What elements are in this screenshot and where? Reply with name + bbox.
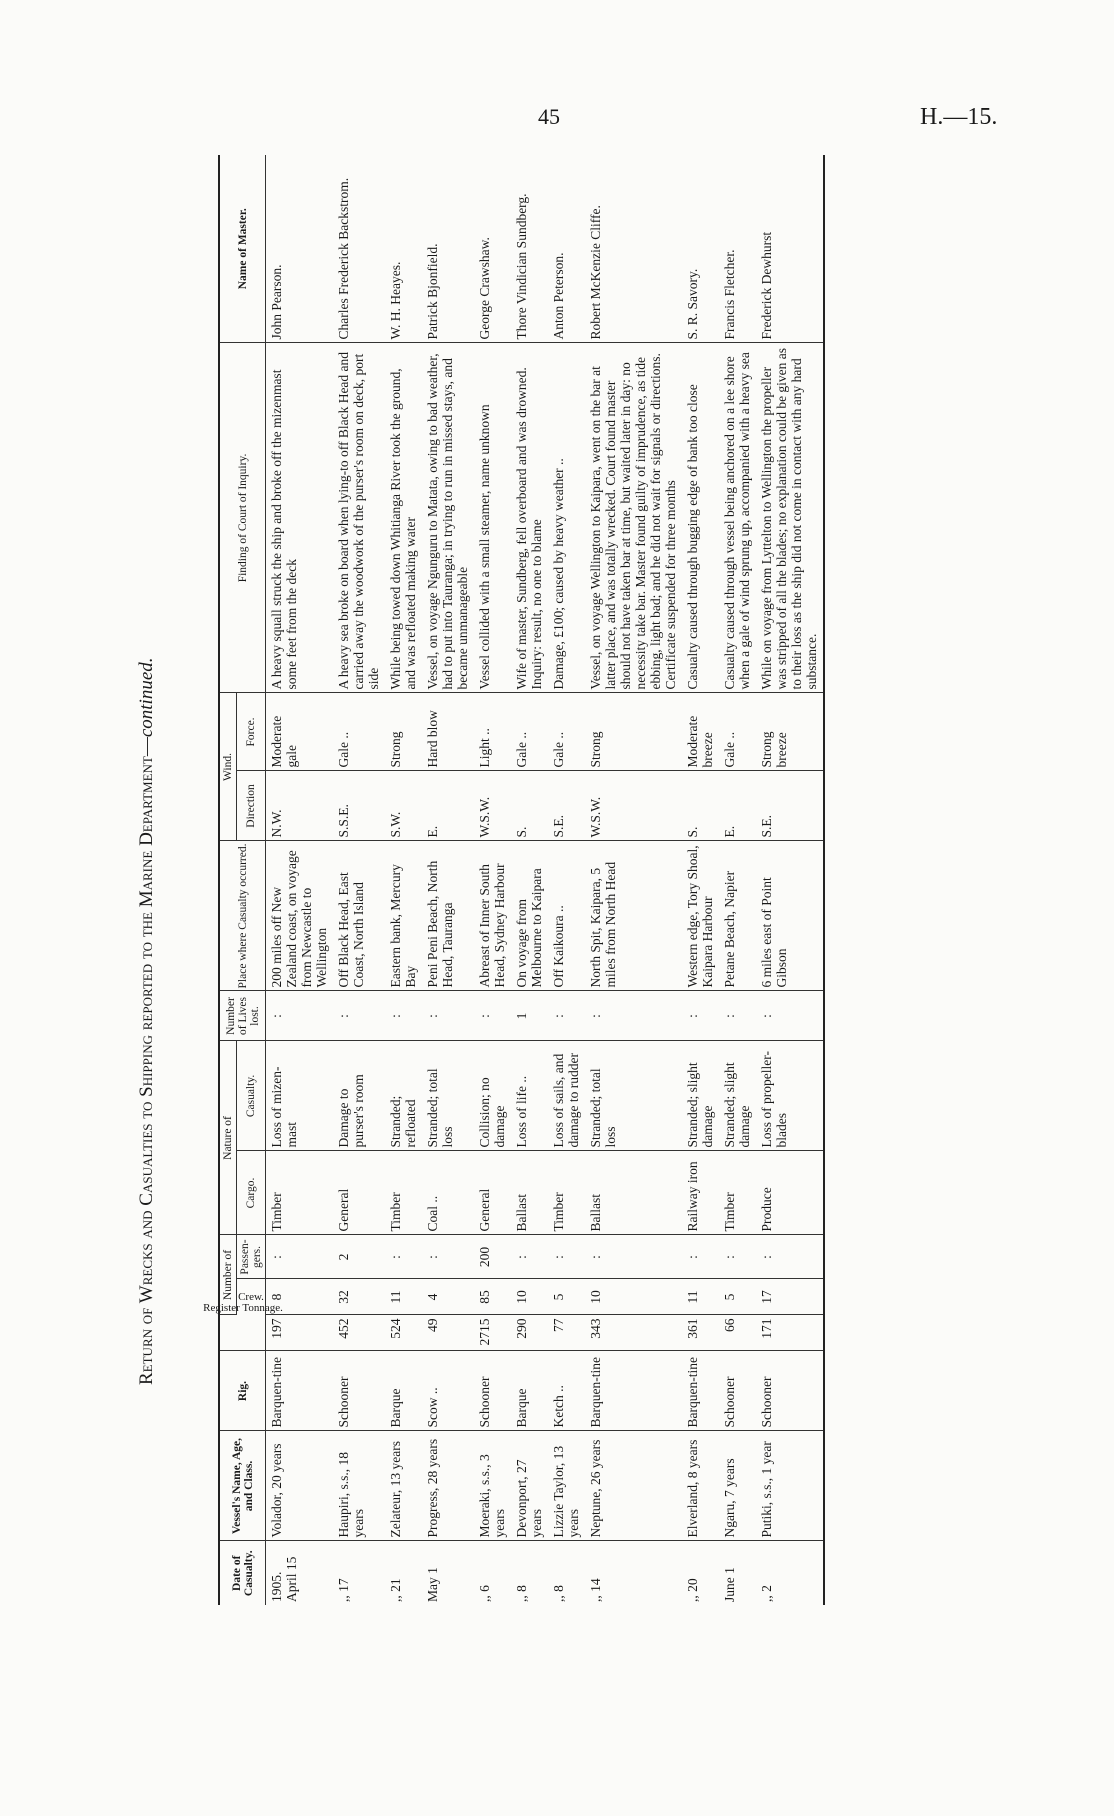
cell-crew: 4 — [422, 1279, 474, 1315]
cell-rig: Schooner — [756, 1351, 824, 1431]
cell-force: Strong — [585, 693, 682, 771]
cell-place: Off Kaikoura .. — [548, 841, 585, 991]
cell-direction: S.E. — [548, 771, 585, 841]
cell-lives: : — [719, 991, 756, 1041]
cell-place: 200 miles off New Zealand coast, on voyage from Newcastle to Wellington — [266, 841, 334, 991]
cell-vessel: Putiki, s.s., 1 year — [756, 1431, 824, 1541]
cell-vessel: Volador, 20 years — [266, 1431, 334, 1541]
col-casualty: Casualty. — [237, 1041, 266, 1151]
cell-place: On voyage from Melbourne to Kaipara — [511, 841, 548, 991]
cell-tonnage: 452 — [333, 1315, 385, 1351]
cell-passengers: : — [266, 1235, 334, 1279]
table-row — [719, 155, 756, 1605]
cell-master: Patrick Bjonfield. — [422, 155, 474, 343]
cell-passengers: : — [385, 1235, 422, 1279]
title-continued: continued. — [136, 657, 157, 738]
cell-direction: S. — [511, 771, 548, 841]
cell-lives: : — [682, 991, 719, 1041]
col-lives: Number of Lives lost. — [219, 991, 266, 1041]
cell-finding: Vessel, on voyage Wellington to Kaipara, went on the bar at latter place, and was totally wrecked. Court found master should not have taken bar at time, but waited later in day: no necessity take bar. Master found guilty of imprudence, as tide ebbing, light bad; and he did not wait for signals or directions. Certificate suspended for three months — [585, 343, 682, 693]
cell-finding: Vessel collided with a small steamer, name unknown — [474, 343, 511, 693]
cell-rig: Barquen-tine — [266, 1351, 334, 1431]
cell-force: Moderate gale — [266, 693, 334, 771]
cell-tonnage: 197 — [266, 1315, 334, 1351]
cell-finding: A heavy sea broke on board when lying-to off Black Head and carried away the woodwork of the purser's room on deck, port side — [333, 343, 385, 693]
cell-casualty: Collision; no damage — [474, 1041, 511, 1151]
cell-rig: Barquen-tine — [682, 1351, 719, 1431]
col-wind: Wind. — [219, 693, 237, 841]
cell-casualty: Loss of propeller-blades — [756, 1041, 824, 1151]
cell-finding: Damage, £100; caused by heavy weather .. — [548, 343, 585, 693]
cell-vessel: Haupiri, s.s., 18 years — [333, 1431, 385, 1541]
cell-crew: 10 — [585, 1279, 682, 1315]
cell-vessel: Moeraki, s.s., 3 years — [474, 1431, 511, 1541]
cell-lives: : — [474, 991, 511, 1041]
cell-lives: : — [756, 991, 824, 1041]
document-code: H.—15. — [920, 104, 998, 130]
col-place: Place where Casualty occurred. — [219, 841, 266, 991]
cell-place: Western edge, Tory Shoal, Kaipara Harbour — [682, 841, 719, 991]
col-vessel: Vessel's Name, Age, and Class. — [219, 1431, 266, 1541]
cell-cargo: Produce — [756, 1151, 824, 1235]
col-date: Date of Casualty. — [219, 1541, 266, 1605]
cell-force: Moderate breeze — [682, 693, 719, 771]
table-row — [474, 155, 511, 1605]
cell-rig: Barque — [511, 1351, 548, 1431]
year-label: 1905. — [269, 1571, 284, 1602]
cell-vessel: Neptune, 26 years — [585, 1431, 682, 1541]
col-finding: Finding of Court of Inquiry. — [219, 343, 266, 693]
cell-master: Charles Frederick Backstrom. — [333, 155, 385, 343]
cell-place: Eastern bank, Mercury Bay — [385, 841, 422, 991]
col-direction: Direction — [237, 771, 266, 841]
cell-finding: Vessel, on voyage Ngunguru to Matata, owing to bad weather, had to put into Tauranga; in trying to run in missed stays, and became unmanageable — [422, 343, 474, 693]
cell-cargo: Timber — [385, 1151, 422, 1235]
cell-vessel: Zelateur, 13 years — [385, 1431, 422, 1541]
cell-cargo: General — [333, 1151, 385, 1235]
cell-master: W. H. Heayes. — [385, 155, 422, 343]
cell-master: Francis Fletcher. — [719, 155, 756, 343]
cell-master: George Crawshaw. — [474, 155, 511, 343]
cell-casualty: Stranded; refloated — [385, 1041, 422, 1151]
cell-rig: Schooner — [333, 1351, 385, 1431]
cell-master: John Pearson. — [266, 155, 334, 343]
cell-crew: 5 — [548, 1279, 585, 1315]
cell-place: Peni Peni Beach, North Head, Tauranga — [422, 841, 474, 991]
cell-vessel: Lizzie Taylor, 13 years — [548, 1431, 585, 1541]
cell-passengers: : — [719, 1235, 756, 1279]
cell-rig: Scow .. — [422, 1351, 474, 1431]
cell-vessel: Ngaru, 7 years — [719, 1431, 756, 1541]
cell-lives: 1 — [511, 991, 548, 1041]
table-row — [385, 155, 422, 1605]
cell-casualty: Loss of life .. — [511, 1041, 548, 1151]
cell-date: ,, 6 — [477, 1585, 492, 1602]
cell-place: Abreast of Inner South Head, Sydney Harbour — [474, 841, 511, 991]
cell-tonnage: 290 — [511, 1315, 548, 1351]
cell-cargo: Railway iron — [682, 1151, 719, 1235]
table-row — [548, 155, 585, 1605]
cell-finding: Casualty caused through bugging edge of bank too close — [682, 343, 719, 693]
cell-passengers: : — [682, 1235, 719, 1279]
cell-force: Light .. — [474, 693, 511, 771]
cell-force: Strong — [385, 693, 422, 771]
cell-lives: : — [422, 991, 474, 1041]
cell-lives: : — [585, 991, 682, 1041]
cell-casualty: Stranded; total loss — [422, 1041, 474, 1151]
cell-date: 1905. April 15 — [266, 1541, 334, 1605]
cell-date: June 1 — [722, 1567, 737, 1602]
cell-date: ,, 2 — [756, 1541, 824, 1605]
cell-finding: Casualty caused through vessel being anchored on a lee shore when a gale of wind sprung up, accompanied with a heavy sea — [719, 343, 756, 693]
cell-casualty: Loss of sails, and damage to rudder — [548, 1041, 585, 1151]
cell-casualty: Stranded; total loss — [585, 1041, 682, 1151]
cell-finding: While on voyage from Lyttelton to Wellington the propeller was stripped of all the blades; no explanation could be given as to their loss as the ship did not come in contact with any hard substance. — [756, 343, 824, 693]
cell-tonnage: 66 — [719, 1315, 756, 1351]
cell-force: Gale .. — [333, 693, 385, 771]
cell-crew: 17 — [756, 1279, 824, 1315]
table-row — [333, 155, 385, 1605]
cell-vessel: Progress, 28 years — [422, 1431, 474, 1541]
cell-cargo: Timber — [548, 1151, 585, 1235]
cell-direction: E. — [719, 771, 756, 841]
cell-direction: S. — [682, 771, 719, 841]
cell-finding: While being towed down Whitianga River took the ground, and was refloated making water — [385, 343, 422, 693]
cell-date: ,, 8 — [551, 1585, 566, 1602]
cell-master: Frederick Dewhurst — [756, 155, 824, 343]
cell-cargo: General — [474, 1151, 511, 1235]
table-row — [266, 155, 334, 1605]
table-row — [511, 155, 548, 1605]
cell-cargo: Timber — [266, 1151, 334, 1235]
table-row — [682, 155, 719, 1605]
cell-lives: : — [266, 991, 334, 1041]
cell-passengers: 2 — [333, 1235, 385, 1279]
cell-lives: : — [333, 991, 385, 1041]
cell-date: ,, 21 — [388, 1578, 403, 1602]
cell-passengers: : — [511, 1235, 548, 1279]
cell-tonnage: 171 — [756, 1315, 824, 1351]
cell-casualty: Loss of mizen-mast — [266, 1041, 334, 1151]
cell-crew: 10 — [511, 1279, 548, 1315]
col-nature-of: Nature of — [219, 1041, 237, 1235]
cell-direction: N.W. — [266, 771, 334, 841]
cell-passengers: 200 — [474, 1235, 511, 1279]
cell-passengers: : — [756, 1235, 824, 1279]
cell-direction: E. — [422, 771, 474, 841]
col-passengers: Passen-gers. — [237, 1235, 266, 1279]
col-tonnage: Register Tonnage. — [219, 1315, 266, 1351]
cell-force: Gale .. — [511, 693, 548, 771]
page-number: 45 — [538, 104, 560, 129]
cell-date: ,, 14 — [588, 1578, 603, 1602]
cell-casualty: Stranded; slight damage — [719, 1041, 756, 1151]
cell-date: May 1 — [425, 1567, 440, 1602]
cell-direction: S.W. — [385, 771, 422, 841]
cell-crew: 32 — [333, 1279, 385, 1315]
cell-lives: : — [385, 991, 422, 1041]
cell-rig: Ketch .. — [548, 1351, 585, 1431]
cell-date: ,, 8 — [514, 1585, 529, 1602]
cell-place: Petane Beach, Napier — [719, 841, 756, 991]
cell-master: Thore Vindician Sundberg. — [511, 155, 548, 343]
col-rig: Rig. — [219, 1351, 266, 1431]
cell-passengers: : — [422, 1235, 474, 1279]
cell-date: ,, 20 — [685, 1578, 700, 1602]
table-row — [756, 155, 824, 1605]
cell-place: North Spit, Kaipara, 5 miles from North Head — [585, 841, 682, 991]
cell-tonnage: 49 — [422, 1315, 474, 1351]
cell-direction: W.S.W. — [474, 771, 511, 841]
cell-rig: Barque — [385, 1351, 422, 1431]
cell-tonnage: 77 — [548, 1315, 585, 1351]
table-row — [422, 155, 474, 1605]
cell-crew: 11 — [682, 1279, 719, 1315]
cell-finding: Wife of master, Sundberg, fell overboard and was drowned. Inquiry: result, no one to blame — [511, 343, 548, 693]
cell-force: Strong breeze — [756, 693, 824, 771]
cell-place: Off Black Head, East Coast, North Island — [333, 841, 385, 991]
cell-master: S. R. Savory. — [682, 155, 719, 343]
cell-vessel: Devonport, 27 years — [511, 1431, 548, 1541]
cell-crew: 85 — [474, 1279, 511, 1315]
cell-direction: S.S.E. — [333, 771, 385, 841]
cell-rig: Barquen-tine — [585, 1351, 682, 1431]
cell-tonnage: 361 — [682, 1315, 719, 1351]
cell-lives: : — [548, 991, 585, 1041]
cell-crew: 5 — [719, 1279, 756, 1315]
table-title — [136, 505, 158, 1385]
cell-vessel: Elverland, 8 years — [682, 1431, 719, 1541]
cell-direction: W.S.W. — [585, 771, 682, 841]
title-main: Return of Wrecks and Casualties to Shipping reported to the Marine Department— — [136, 737, 157, 1385]
table-body — [266, 155, 825, 1605]
cell-force: Gale .. — [548, 693, 585, 771]
col-crew: Crew. — [237, 1279, 266, 1315]
cell-cargo: Coal .. — [422, 1151, 474, 1235]
cell-cargo: Ballast — [585, 1151, 682, 1235]
col-master: Name of Master. — [219, 155, 266, 343]
cell-date: ,, 17 — [336, 1578, 351, 1602]
col-force: Force. — [237, 693, 266, 771]
cell-direction: S.E. — [756, 771, 824, 841]
cell-crew: 11 — [385, 1279, 422, 1315]
cell-rig: Schooner — [719, 1351, 756, 1431]
cell-cargo: Ballast — [511, 1151, 548, 1235]
cell-tonnage: 343 — [585, 1315, 682, 1351]
cell-force: Gale .. — [719, 693, 756, 771]
cell-casualty: Damage to purser's room — [333, 1041, 385, 1151]
table-row — [585, 155, 682, 1605]
cell-rig: Schooner — [474, 1351, 511, 1431]
cell-master: Robert McKenzie Cliffe. — [585, 155, 682, 343]
cell-master: Anton Peterson. — [548, 155, 585, 343]
cell-crew: 8 — [266, 1279, 334, 1315]
cell-tonnage: 2715 — [474, 1315, 511, 1351]
col-number-of: Number of — [219, 1235, 237, 1315]
cell-passengers: : — [585, 1235, 682, 1279]
col-cargo: Cargo. — [237, 1151, 266, 1235]
cell-cargo: Timber — [719, 1151, 756, 1235]
cell-place: 6 miles east of Point Gibson — [756, 841, 824, 991]
casualty-table — [202, 155, 825, 1605]
cell-passengers: : — [548, 1235, 585, 1279]
table-rotated — [202, 155, 825, 1605]
cell-force: Hard blow — [422, 693, 474, 771]
cell-finding: A heavy squall struck the ship and broke off the mizenmast some feet from the deck — [266, 343, 334, 693]
cell-casualty: Stranded; slight damage — [682, 1041, 719, 1151]
cell-tonnage: 524 — [385, 1315, 422, 1351]
